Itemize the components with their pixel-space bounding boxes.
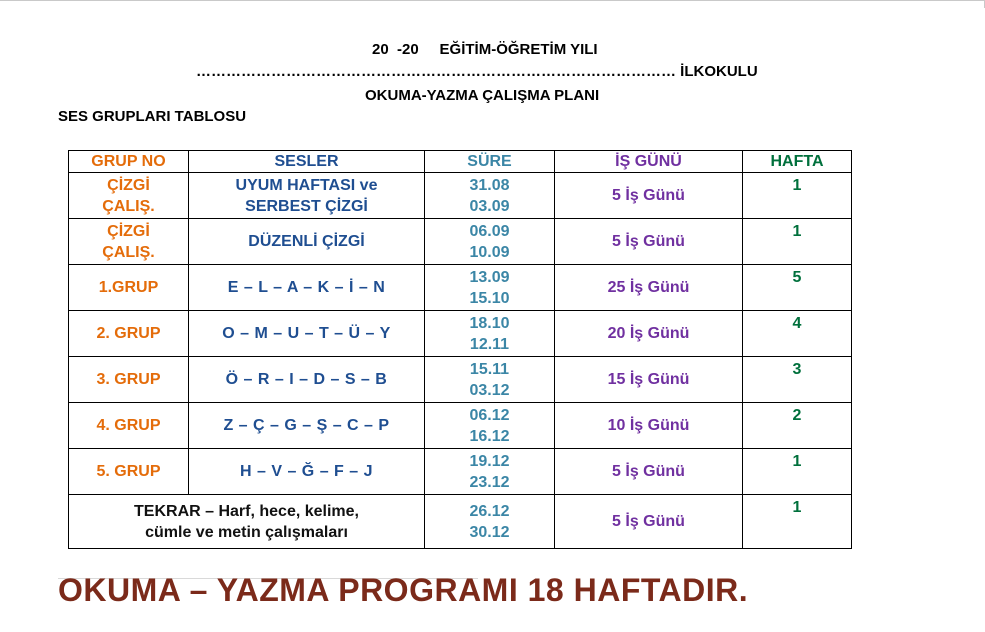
start-date: 19.12 bbox=[469, 452, 510, 470]
table-row bbox=[69, 219, 852, 265]
workdays-cell: 25 İş Günü bbox=[555, 265, 743, 311]
workdays-cell: 5 İş Günü bbox=[555, 173, 743, 219]
weeks-cell bbox=[743, 357, 852, 403]
sounds-cell bbox=[189, 173, 425, 219]
table-row bbox=[69, 311, 852, 357]
sounds-cell: Z – Ç – G – Ş – C – P bbox=[189, 403, 425, 449]
end-date: 12.11 bbox=[469, 335, 510, 353]
school-name-line: …………………………………………………………………………………… İLKOKULU bbox=[196, 63, 758, 80]
group-cell: 2. GRUP bbox=[69, 311, 189, 357]
weeks-value: 1 bbox=[792, 499, 802, 516]
end-date: 30.12 bbox=[469, 523, 510, 541]
table-row bbox=[69, 265, 852, 311]
start-date: 26.12 bbox=[469, 502, 510, 520]
table-title: SES GRUPLARI TABLOSU bbox=[58, 108, 247, 125]
sounds-cell: E – L – A – K – İ – N bbox=[189, 265, 425, 311]
workdays-cell: 15 İş Günü bbox=[555, 357, 743, 403]
review-label: TEKRAR – Harf, hece, kelime, bbox=[134, 502, 359, 520]
sounds-cell: Ö – R – I – D – S – B bbox=[189, 357, 425, 403]
table-row bbox=[69, 357, 852, 403]
group-label: ÇALIŞ. bbox=[102, 243, 155, 261]
weeks-value: 1 bbox=[792, 223, 802, 240]
weeks-cell bbox=[743, 311, 852, 357]
group-label: ÇİZGİ bbox=[107, 222, 150, 240]
group-cell bbox=[69, 173, 189, 219]
page-edge bbox=[0, 0, 985, 8]
column-header-workdays: İŞ GÜNÜ bbox=[555, 151, 743, 173]
weeks-value: 4 bbox=[792, 315, 802, 332]
end-date: 10.09 bbox=[469, 243, 510, 261]
group-cell bbox=[69, 219, 189, 265]
group-cell: 3. GRUP bbox=[69, 357, 189, 403]
duration-cell bbox=[425, 495, 555, 549]
duration-cell bbox=[425, 449, 555, 495]
table-header-row bbox=[69, 151, 852, 173]
workdays-cell: 5 İş Günü bbox=[555, 495, 743, 549]
start-date: 06.09 bbox=[469, 222, 510, 240]
weeks-cell bbox=[743, 403, 852, 449]
weeks-cell bbox=[743, 219, 852, 265]
start-date: 18.10 bbox=[469, 314, 510, 332]
weeks-cell bbox=[743, 495, 852, 549]
weeks-value: 3 bbox=[792, 361, 802, 378]
start-date: 13.09 bbox=[469, 268, 510, 286]
duration-cell bbox=[425, 357, 555, 403]
sounds-cell: H – V – Ğ – F – J bbox=[189, 449, 425, 495]
sounds-label: SERBEST ÇİZGİ bbox=[245, 197, 368, 215]
table-row bbox=[69, 173, 852, 219]
start-date: 06.12 bbox=[469, 406, 510, 424]
program-summary: OKUMA – YAZMA PROGRAMI 18 HAFTADIR. bbox=[58, 572, 749, 608]
duration-cell bbox=[425, 311, 555, 357]
weeks-value: 2 bbox=[792, 407, 802, 424]
sounds-cell: O – M – U – T – Ü – Y bbox=[189, 311, 425, 357]
sounds-label: UYUM HAFTASI ve bbox=[235, 176, 378, 194]
duration-cell bbox=[425, 219, 555, 265]
start-date: 31.08 bbox=[469, 176, 510, 194]
end-date: 23.12 bbox=[469, 473, 510, 491]
workdays-cell: 5 İş Günü bbox=[555, 449, 743, 495]
weeks-value: 1 bbox=[792, 177, 802, 194]
weeks-cell bbox=[743, 173, 852, 219]
school-year-line: 20 -20 EĞİTİM-ÖĞRETİM YILI bbox=[372, 41, 598, 58]
group-label: ÇALIŞ. bbox=[102, 197, 155, 215]
weeks-value: 1 bbox=[792, 453, 802, 470]
table-row bbox=[69, 403, 852, 449]
end-date: 03.12 bbox=[469, 381, 510, 399]
sound-groups-table bbox=[68, 150, 852, 549]
weeks-value: 5 bbox=[792, 269, 802, 286]
review-cell bbox=[69, 495, 425, 549]
group-cell: 4. GRUP bbox=[69, 403, 189, 449]
weeks-cell bbox=[743, 449, 852, 495]
end-date: 15.10 bbox=[469, 289, 510, 307]
column-header-sounds: SESLER bbox=[189, 151, 425, 173]
end-date: 16.12 bbox=[469, 427, 510, 445]
group-cell: 1.GRUP bbox=[69, 265, 189, 311]
group-cell: 5. GRUP bbox=[69, 449, 189, 495]
workdays-cell: 10 İş Günü bbox=[555, 403, 743, 449]
duration-cell bbox=[425, 403, 555, 449]
duration-cell bbox=[425, 173, 555, 219]
weeks-cell bbox=[743, 265, 852, 311]
duration-cell bbox=[425, 265, 555, 311]
group-label: ÇİZGİ bbox=[107, 176, 150, 194]
sounds-cell: DÜZENLİ ÇİZGİ bbox=[189, 219, 425, 265]
table-row bbox=[69, 495, 852, 549]
start-date: 15.11 bbox=[469, 360, 510, 378]
review-label: cümle ve metin çalışmaları bbox=[145, 523, 348, 541]
column-header-duration: SÜRE bbox=[425, 151, 555, 173]
column-header-group: GRUP NO bbox=[69, 151, 189, 173]
column-header-weeks: HAFTA bbox=[743, 151, 852, 173]
end-date: 03.09 bbox=[469, 197, 510, 215]
table-row bbox=[69, 449, 852, 495]
workdays-cell: 5 İş Günü bbox=[555, 219, 743, 265]
plan-title: OKUMA-YAZMA ÇALIŞMA PLANI bbox=[365, 87, 600, 104]
workdays-cell: 20 İş Günü bbox=[555, 311, 743, 357]
